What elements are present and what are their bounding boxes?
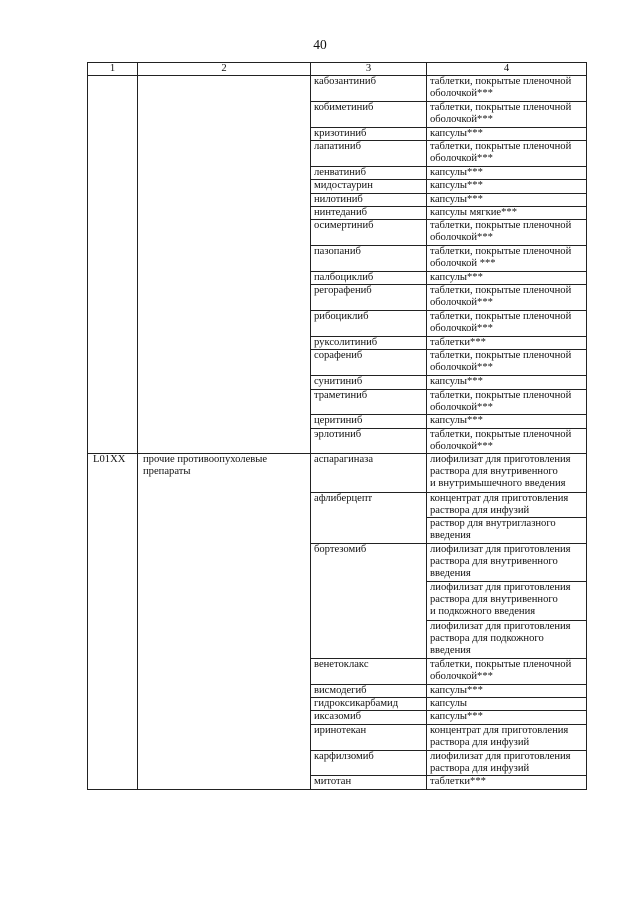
dosage-form-line: оболочкой*** bbox=[430, 670, 493, 682]
dosage-form-line: таблетки, покрытые пленочной bbox=[430, 101, 572, 113]
drug-name-cell bbox=[311, 454, 427, 492]
header-row bbox=[88, 63, 587, 76]
drug-name-cell bbox=[311, 711, 427, 724]
drug-name-cell bbox=[311, 193, 427, 206]
dosage-form-line: капсулы*** bbox=[430, 376, 483, 388]
dosage-form-cell bbox=[427, 350, 587, 376]
dosage-form-cell bbox=[427, 127, 587, 140]
dosage-form-line: таблетки*** bbox=[430, 776, 486, 788]
dosage-form-line: таблетки, покрытые пленочной bbox=[430, 428, 572, 440]
dosage-form-cell bbox=[427, 454, 587, 492]
dosage-form-cell bbox=[427, 220, 587, 246]
drug-name: мидостаурин bbox=[314, 180, 373, 192]
dosage-form-line: оболочкой*** bbox=[430, 88, 493, 99]
header-cell-1: 1 bbox=[88, 63, 138, 76]
dosage-form-cell bbox=[427, 140, 587, 166]
drug-name-cell bbox=[311, 492, 427, 544]
drug-name: пазопаниб bbox=[314, 246, 361, 258]
dosage-form-line: капсулы*** bbox=[430, 193, 483, 205]
dosage-form-line: раствора для внутривенного bbox=[430, 556, 558, 568]
dosage-form-cell bbox=[427, 311, 587, 337]
dosage-form-line: таблетки, покрытые пленочной bbox=[430, 311, 572, 323]
dosage-form-cell bbox=[427, 711, 587, 724]
drug-name: сунитиниб bbox=[314, 376, 363, 388]
header-cell-2: 2 bbox=[138, 63, 311, 76]
header-cell-4: 4 bbox=[427, 63, 587, 76]
dosage-form-line: введения bbox=[430, 530, 471, 542]
drug-name-cell bbox=[311, 415, 427, 428]
drug-name: ленватиниб bbox=[314, 166, 366, 178]
drug-name-cell bbox=[311, 180, 427, 193]
drug-name-cell bbox=[311, 376, 427, 389]
dosage-form-line: капсулы*** bbox=[430, 271, 483, 283]
drug-name-cell bbox=[311, 350, 427, 376]
dosage-form-line: таблетки, покрытые пленочной bbox=[430, 246, 572, 258]
dosage-form-cell bbox=[427, 180, 587, 193]
dosage-form-line: таблетки, покрытые пленочной bbox=[430, 140, 572, 152]
dosage-form-line: капсулы*** bbox=[430, 415, 483, 427]
drug-name: кризотиниб bbox=[314, 127, 367, 139]
dosage-form-cell bbox=[427, 724, 587, 750]
drug-name-cell bbox=[311, 166, 427, 179]
dosage-form-line: капсулы*** bbox=[430, 180, 483, 192]
dosage-form-line: введения bbox=[430, 568, 471, 580]
dosage-form-line: раствора для внутривенного bbox=[430, 594, 558, 606]
drug-name: эрлотиниб bbox=[314, 428, 362, 440]
drug-name: аспарагиназа bbox=[314, 454, 374, 466]
drug-table bbox=[87, 62, 587, 790]
dosage-form-line: таблетки, покрытые пленочной bbox=[430, 285, 572, 297]
drug-name: сорафениб bbox=[314, 350, 363, 362]
drug-name: регорафениб bbox=[314, 285, 372, 297]
dosage-form-cell bbox=[427, 776, 587, 789]
dosage-form-cell bbox=[427, 658, 587, 684]
group-name-line: препараты bbox=[143, 466, 191, 478]
dosage-form-line: таблетки, покрытые пленочной bbox=[430, 389, 572, 401]
drug-name: лапатиниб bbox=[314, 140, 361, 152]
drug-name: гидроксикарбамид bbox=[314, 698, 399, 710]
dosage-form-line: раствора для внутривенного bbox=[430, 466, 558, 478]
drug-name-cell bbox=[311, 206, 427, 219]
dosage-form-line: таблетки, покрытые пленочной bbox=[430, 658, 572, 670]
drug-name: траметиниб bbox=[314, 389, 368, 401]
dosage-form-line: оболочкой*** bbox=[430, 152, 493, 164]
drug-name-cell bbox=[311, 271, 427, 284]
dosage-form-line: таблетки*** bbox=[430, 336, 486, 348]
drug-name: кобиметиниб bbox=[314, 101, 374, 113]
table-row bbox=[88, 76, 587, 102]
drug-name-cell bbox=[311, 428, 427, 454]
drug-name-cell bbox=[311, 750, 427, 776]
drug-name-cell bbox=[311, 127, 427, 140]
dosage-form-line: капсулы*** bbox=[430, 684, 483, 696]
dosage-form-cell bbox=[427, 415, 587, 428]
drug-name-cell bbox=[311, 220, 427, 246]
dosage-form-line: введения bbox=[430, 644, 471, 656]
dosage-form-cell bbox=[427, 684, 587, 697]
dosage-form-cell bbox=[427, 698, 587, 711]
dosage-form-cell bbox=[427, 246, 587, 272]
drug-name-cell bbox=[311, 246, 427, 272]
drug-name: кабозантиниб bbox=[314, 76, 376, 87]
dosage-form-cell bbox=[427, 76, 587, 102]
dosage-form-line: оболочкой*** bbox=[430, 297, 493, 309]
dosage-form-line: таблетки, покрытые пленочной bbox=[430, 220, 572, 232]
group-name-cell bbox=[138, 76, 311, 454]
dosage-form-line: таблетки, покрытые пленочной bbox=[430, 350, 572, 362]
drug-name-cell bbox=[311, 698, 427, 711]
dosage-form-line: концентрат для приготовления bbox=[430, 724, 569, 736]
drug-name: палбоциклиб bbox=[314, 271, 374, 283]
atc-code: L01XX bbox=[93, 454, 126, 466]
dosage-form-line: раствора для подкожного bbox=[430, 632, 544, 644]
dosage-form-cell bbox=[427, 492, 587, 518]
drug-name-cell bbox=[311, 776, 427, 789]
dosage-form-cell bbox=[427, 389, 587, 415]
drug-name: рибоциклиб bbox=[314, 311, 369, 323]
dosage-form-line: концентрат для приготовления bbox=[430, 492, 569, 504]
dosage-form-line: лиофилизат для приготовления bbox=[430, 620, 571, 632]
dosage-form-cell bbox=[427, 101, 587, 127]
drug-name: висмодегиб bbox=[314, 684, 367, 696]
dosage-form-cell bbox=[427, 376, 587, 389]
drug-name-cell bbox=[311, 544, 427, 659]
dosage-form-line: и подкожного введения bbox=[430, 606, 536, 618]
dosage-form-line: оболочкой*** bbox=[430, 323, 493, 335]
dosage-form-line: лиофилизат для приготовления bbox=[430, 454, 571, 466]
drug-name: иксазомиб bbox=[314, 711, 362, 723]
dosage-form-line: капсулы*** bbox=[430, 127, 483, 139]
dosage-form-cell bbox=[427, 620, 587, 658]
dosage-form-cell bbox=[427, 271, 587, 284]
dosage-form-line: капсулы мягкие*** bbox=[430, 206, 517, 218]
dosage-form-line: оболочкой*** bbox=[430, 113, 493, 125]
dosage-form-cell bbox=[427, 582, 587, 620]
dosage-form-line: оболочкой *** bbox=[430, 258, 496, 270]
drug-name: нилотиниб bbox=[314, 193, 363, 205]
dosage-form-line: капсулы*** bbox=[430, 711, 483, 723]
drug-name-cell bbox=[311, 658, 427, 684]
atc-code-cell bbox=[88, 454, 138, 789]
drug-name-cell bbox=[311, 140, 427, 166]
dosage-form-line: оболочкой*** bbox=[430, 362, 493, 374]
table-row bbox=[88, 454, 587, 492]
dosage-form-line: оболочкой*** bbox=[430, 401, 493, 413]
dosage-form-line: капсулы*** bbox=[430, 166, 483, 178]
drug-name: руксолитиниб bbox=[314, 336, 378, 348]
dosage-form-line: раствора для инфузий bbox=[430, 736, 530, 748]
drug-name-cell bbox=[311, 389, 427, 415]
dosage-form-line: оболочкой*** bbox=[430, 232, 493, 244]
drug-name-cell bbox=[311, 311, 427, 337]
header-cell-3: 3 bbox=[311, 63, 427, 76]
drug-name: иринотекан bbox=[314, 724, 367, 736]
drug-name: карфилзомиб bbox=[314, 750, 374, 762]
dosage-form-cell bbox=[427, 518, 587, 544]
dosage-form-cell bbox=[427, 428, 587, 454]
drug-name: митотан bbox=[314, 776, 352, 788]
dosage-form-cell bbox=[427, 166, 587, 179]
drug-name: бортезомиб bbox=[314, 544, 367, 556]
drug-name-cell bbox=[311, 76, 427, 102]
dosage-form-line: капсулы bbox=[430, 698, 468, 710]
drug-name: нинтеданиб bbox=[314, 206, 368, 218]
drug-name: афлиберцепт bbox=[314, 492, 373, 504]
dosage-form-line: раствора для инфузий bbox=[430, 504, 530, 516]
group-name-line: прочие противоопухолевые bbox=[143, 454, 268, 466]
table-header bbox=[88, 63, 587, 76]
drug-name-cell bbox=[311, 684, 427, 697]
dosage-form-line: оболочкой*** bbox=[430, 440, 493, 452]
table-body bbox=[88, 76, 587, 790]
drug-name: осимертиниб bbox=[314, 220, 374, 232]
dosage-form-cell bbox=[427, 285, 587, 311]
dosage-form-line: раствор для внутриглазного bbox=[430, 518, 556, 530]
dosage-form-cell bbox=[427, 750, 587, 776]
dosage-form-line: и внутримышечного введения bbox=[430, 478, 566, 490]
dosage-form-line: раствора для инфузий bbox=[430, 762, 530, 774]
dosage-form-cell bbox=[427, 193, 587, 206]
group-name-cell bbox=[138, 454, 311, 789]
dosage-form-cell bbox=[427, 206, 587, 219]
dosage-form-line: таблетки, покрытые пленочной bbox=[430, 76, 572, 87]
drug-name-cell bbox=[311, 285, 427, 311]
drug-name-cell bbox=[311, 724, 427, 750]
drug-name: венетоклакс bbox=[314, 658, 369, 670]
dosage-form-line: лиофилизат для приготовления bbox=[430, 544, 571, 556]
dosage-form-line: лиофилизат для приготовления bbox=[430, 582, 571, 594]
drug-name-cell bbox=[311, 101, 427, 127]
dosage-form-cell bbox=[427, 336, 587, 349]
drug-name: церитиниб bbox=[314, 415, 363, 427]
page-number: 40 bbox=[313, 37, 327, 52]
atc-code-cell bbox=[88, 76, 138, 454]
dosage-form-cell bbox=[427, 544, 587, 582]
dosage-form-line: лиофилизат для приготовления bbox=[430, 750, 571, 762]
drug-name-cell bbox=[311, 336, 427, 349]
